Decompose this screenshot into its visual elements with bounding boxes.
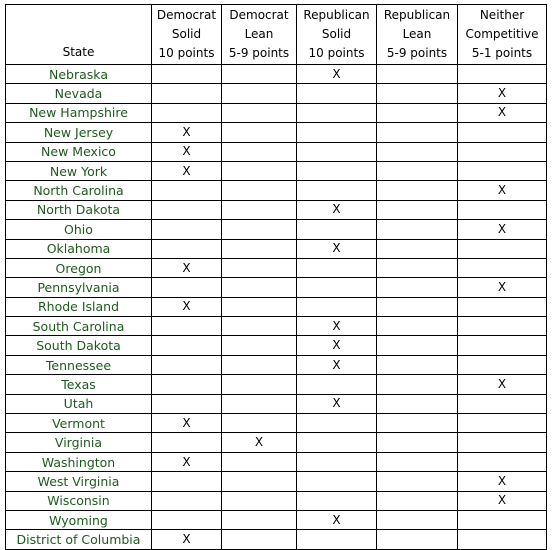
state-name-cell: Virginia xyxy=(6,433,152,452)
mark-cell-republican-solid xyxy=(297,84,377,103)
mark-cell-republican-lean xyxy=(377,258,458,277)
mark-cell-democrat-lean xyxy=(222,336,297,355)
header-row xyxy=(6,5,547,65)
mark-cell-republican-solid xyxy=(297,297,377,316)
mark-cell-democrat-lean xyxy=(222,375,297,394)
state-name-cell: Pennsylvania xyxy=(6,278,152,297)
mark-cell-democrat-lean xyxy=(222,258,297,277)
mark-cell-republican-lean xyxy=(377,375,458,394)
mark-cell-democrat-solid xyxy=(152,84,222,103)
header-republican-solid xyxy=(297,5,377,65)
mark-cell-neither-competitive: X xyxy=(458,491,547,510)
mark-cell-republican-lean xyxy=(377,103,458,122)
mark-cell-neither-competitive xyxy=(458,142,547,161)
header-line: 5-9 points xyxy=(386,46,448,60)
mark-cell-republican-lean xyxy=(377,181,458,200)
table-row xyxy=(6,510,547,529)
mark-cell-republican-lean xyxy=(377,123,458,142)
table-row xyxy=(6,375,547,394)
header-line: Democrat xyxy=(156,8,217,22)
mark-cell-republican-lean xyxy=(377,452,458,471)
mark-cell-democrat-solid xyxy=(152,181,222,200)
mark-cell-democrat-solid xyxy=(152,355,222,374)
mark-cell-democrat-solid xyxy=(152,433,222,452)
mark-cell-neither-competitive xyxy=(458,530,547,549)
mark-cell-democrat-lean xyxy=(222,84,297,103)
table-row xyxy=(6,317,547,336)
mark-cell-republican-solid: X xyxy=(297,239,377,258)
mark-cell-democrat-lean xyxy=(222,161,297,180)
mark-cell-neither-competitive xyxy=(458,161,547,180)
mark-cell-neither-competitive: X xyxy=(458,84,547,103)
mark-cell-neither-competitive xyxy=(458,336,547,355)
mark-cell-republican-lean xyxy=(377,297,458,316)
mark-cell-democrat-lean xyxy=(222,414,297,433)
mark-cell-neither-competitive: X xyxy=(458,220,547,239)
mark-cell-republican-lean xyxy=(377,433,458,452)
mark-cell-democrat-lean xyxy=(222,278,297,297)
state-name-cell: North Dakota xyxy=(6,200,152,219)
state-name-cell: Ohio xyxy=(6,220,152,239)
mark-cell-republican-solid xyxy=(297,491,377,510)
mark-cell-neither-competitive: X xyxy=(458,103,547,122)
mark-cell-republican-lean xyxy=(377,510,458,529)
mark-cell-republican-lean xyxy=(377,336,458,355)
mark-cell-republican-solid: X xyxy=(297,394,377,413)
mark-cell-democrat-solid: X xyxy=(152,414,222,433)
mark-cell-republican-lean xyxy=(377,84,458,103)
mark-cell-democrat-lean xyxy=(222,530,297,549)
header-line: Democrat xyxy=(229,8,289,22)
mark-cell-republican-solid xyxy=(297,278,377,297)
header-line: 5-9 points xyxy=(228,46,290,60)
mark-cell-neither-competitive xyxy=(458,297,547,316)
state-name-cell: Texas xyxy=(6,375,152,394)
header-line: Solid xyxy=(171,27,202,41)
state-name-cell: Washington xyxy=(6,452,152,471)
state-name-cell: New York xyxy=(6,161,152,180)
mark-cell-republican-solid xyxy=(297,220,377,239)
mark-cell-republican-lean xyxy=(377,161,458,180)
mark-cell-republican-lean xyxy=(377,414,458,433)
mark-cell-democrat-lean xyxy=(222,123,297,142)
state-name-cell: Tennessee xyxy=(6,355,152,374)
mark-cell-republican-solid xyxy=(297,161,377,180)
mark-cell-republican-lean xyxy=(377,278,458,297)
state-name-cell: South Carolina xyxy=(6,317,152,336)
state-name-cell: Nevada xyxy=(6,84,152,103)
table-row xyxy=(6,530,547,549)
mark-cell-neither-competitive xyxy=(458,433,547,452)
table-row xyxy=(6,161,547,180)
mark-cell-republican-solid xyxy=(297,375,377,394)
header-line: Republican xyxy=(383,8,451,22)
header-state-label: State xyxy=(62,45,95,59)
mark-cell-democrat-lean xyxy=(222,491,297,510)
state-name-cell: Rhode Island xyxy=(6,297,152,316)
mark-cell-republican-lean xyxy=(377,220,458,239)
mark-cell-democrat-lean xyxy=(222,355,297,374)
table-row xyxy=(6,123,547,142)
mark-cell-republican-lean xyxy=(377,239,458,258)
mark-cell-democrat-solid xyxy=(152,375,222,394)
mark-cell-republican-solid xyxy=(297,530,377,549)
mark-cell-republican-solid: X xyxy=(297,200,377,219)
table-row xyxy=(6,258,547,277)
mark-cell-republican-lean xyxy=(377,317,458,336)
mark-cell-republican-solid xyxy=(297,414,377,433)
mark-cell-neither-competitive xyxy=(458,394,547,413)
mark-cell-democrat-solid xyxy=(152,336,222,355)
state-ratings-table xyxy=(5,4,547,550)
mark-cell-democrat-solid xyxy=(152,200,222,219)
mark-cell-neither-competitive xyxy=(458,65,547,84)
header-democrat-solid xyxy=(152,5,222,65)
header-neither-competitive xyxy=(458,5,547,65)
state-name-cell: South Dakota xyxy=(6,336,152,355)
mark-cell-democrat-lean: X xyxy=(222,433,297,452)
state-name-cell: North Carolina xyxy=(6,181,152,200)
mark-cell-neither-competitive: X xyxy=(458,278,547,297)
state-name-cell: District of Columbia xyxy=(6,530,152,549)
mark-cell-neither-competitive xyxy=(458,452,547,471)
table-row xyxy=(6,181,547,200)
header-republican-lean xyxy=(377,5,458,65)
mark-cell-democrat-solid: X xyxy=(152,142,222,161)
mark-cell-republican-solid xyxy=(297,181,377,200)
mark-cell-republican-lean xyxy=(377,530,458,549)
mark-cell-neither-competitive xyxy=(458,414,547,433)
table-row xyxy=(6,200,547,219)
mark-cell-democrat-lean xyxy=(222,394,297,413)
mark-cell-republican-lean xyxy=(377,491,458,510)
mark-cell-republican-solid: X xyxy=(297,355,377,374)
mark-cell-democrat-lean xyxy=(222,200,297,219)
mark-cell-democrat-lean xyxy=(222,452,297,471)
mark-cell-neither-competitive xyxy=(458,355,547,374)
mark-cell-democrat-solid: X xyxy=(152,530,222,549)
state-name-cell: Oregon xyxy=(6,258,152,277)
mark-cell-republican-lean xyxy=(377,355,458,374)
mark-cell-democrat-lean xyxy=(222,65,297,84)
mark-cell-democrat-solid xyxy=(152,510,222,529)
mark-cell-republican-solid xyxy=(297,472,377,491)
header-line: 10 points xyxy=(158,46,215,60)
mark-cell-republican-solid: X xyxy=(297,510,377,529)
mark-cell-neither-competitive: X xyxy=(458,375,547,394)
header-line: 10 points xyxy=(308,46,365,60)
mark-cell-neither-competitive xyxy=(458,123,547,142)
mark-cell-democrat-solid: X xyxy=(152,258,222,277)
mark-cell-republican-solid xyxy=(297,142,377,161)
table-row xyxy=(6,220,547,239)
header-line: Solid xyxy=(321,27,352,41)
mark-cell-republican-solid xyxy=(297,258,377,277)
mark-cell-democrat-lean xyxy=(222,239,297,258)
mark-cell-neither-competitive xyxy=(458,510,547,529)
header-line: Lean xyxy=(402,27,432,41)
state-name-cell: New Mexico xyxy=(6,142,152,161)
table-row xyxy=(6,414,547,433)
mark-cell-democrat-solid xyxy=(152,278,222,297)
state-name-cell: New Hampshire xyxy=(6,103,152,122)
mark-cell-democrat-solid xyxy=(152,239,222,258)
mark-cell-democrat-solid xyxy=(152,65,222,84)
mark-cell-democrat-solid xyxy=(152,103,222,122)
table-row xyxy=(6,472,547,491)
table-row xyxy=(6,142,547,161)
table-row xyxy=(6,336,547,355)
header-line: Neither xyxy=(479,8,525,22)
header-line: 5-1 points xyxy=(471,46,533,60)
table-row xyxy=(6,491,547,510)
mark-cell-neither-competitive: X xyxy=(458,181,547,200)
mark-cell-republican-lean xyxy=(377,200,458,219)
table-row xyxy=(6,84,547,103)
state-name-cell: New Jersey xyxy=(6,123,152,142)
mark-cell-democrat-lean xyxy=(222,142,297,161)
mark-cell-neither-competitive xyxy=(458,239,547,258)
mark-cell-democrat-solid: X xyxy=(152,452,222,471)
mark-cell-republican-lean xyxy=(377,142,458,161)
mark-cell-democrat-solid xyxy=(152,220,222,239)
mark-cell-democrat-solid: X xyxy=(152,161,222,180)
state-name-cell: Utah xyxy=(6,394,152,413)
header-line: Lean xyxy=(244,27,274,41)
state-name-cell: Wisconsin xyxy=(6,491,152,510)
table-row xyxy=(6,297,547,316)
mark-cell-democrat-solid xyxy=(152,472,222,491)
table-body xyxy=(6,65,547,550)
mark-cell-republican-solid: X xyxy=(297,65,377,84)
mark-cell-neither-competitive: X xyxy=(458,472,547,491)
mark-cell-republican-lean xyxy=(377,394,458,413)
mark-cell-republican-solid xyxy=(297,123,377,142)
table-row xyxy=(6,278,547,297)
mark-cell-democrat-solid xyxy=(152,394,222,413)
state-name-cell: Nebraska xyxy=(6,65,152,84)
header-state xyxy=(6,5,152,65)
state-name-cell: Wyoming xyxy=(6,510,152,529)
table-row xyxy=(6,65,547,84)
mark-cell-democrat-solid: X xyxy=(152,123,222,142)
header-line: Competitive xyxy=(465,27,539,41)
mark-cell-democrat-solid xyxy=(152,491,222,510)
table-row xyxy=(6,433,547,452)
table-row xyxy=(6,452,547,471)
table-row xyxy=(6,239,547,258)
mark-cell-democrat-lean xyxy=(222,317,297,336)
header-line: Republican xyxy=(303,8,370,22)
mark-cell-democrat-lean xyxy=(222,510,297,529)
state-name-cell: West Virginia xyxy=(6,472,152,491)
mark-cell-democrat-lean xyxy=(222,181,297,200)
mark-cell-democrat-lean xyxy=(222,103,297,122)
ratings-table-container xyxy=(5,4,547,550)
header-democrat-lean xyxy=(222,5,297,65)
mark-cell-democrat-lean xyxy=(222,220,297,239)
mark-cell-neither-competitive xyxy=(458,200,547,219)
mark-cell-republican-solid xyxy=(297,103,377,122)
mark-cell-republican-lean xyxy=(377,472,458,491)
mark-cell-democrat-solid xyxy=(152,317,222,336)
mark-cell-democrat-lean xyxy=(222,472,297,491)
table-row xyxy=(6,355,547,374)
mark-cell-neither-competitive xyxy=(458,258,547,277)
mark-cell-democrat-solid: X xyxy=(152,297,222,316)
mark-cell-republican-solid xyxy=(297,433,377,452)
table-row xyxy=(6,394,547,413)
state-name-cell: Vermont xyxy=(6,414,152,433)
mark-cell-republican-lean xyxy=(377,65,458,84)
table-row xyxy=(6,103,547,122)
state-name-cell: Oklahoma xyxy=(6,239,152,258)
mark-cell-democrat-lean xyxy=(222,297,297,316)
mark-cell-neither-competitive xyxy=(458,317,547,336)
mark-cell-republican-solid xyxy=(297,452,377,471)
mark-cell-republican-solid: X xyxy=(297,317,377,336)
mark-cell-republican-solid: X xyxy=(297,336,377,355)
